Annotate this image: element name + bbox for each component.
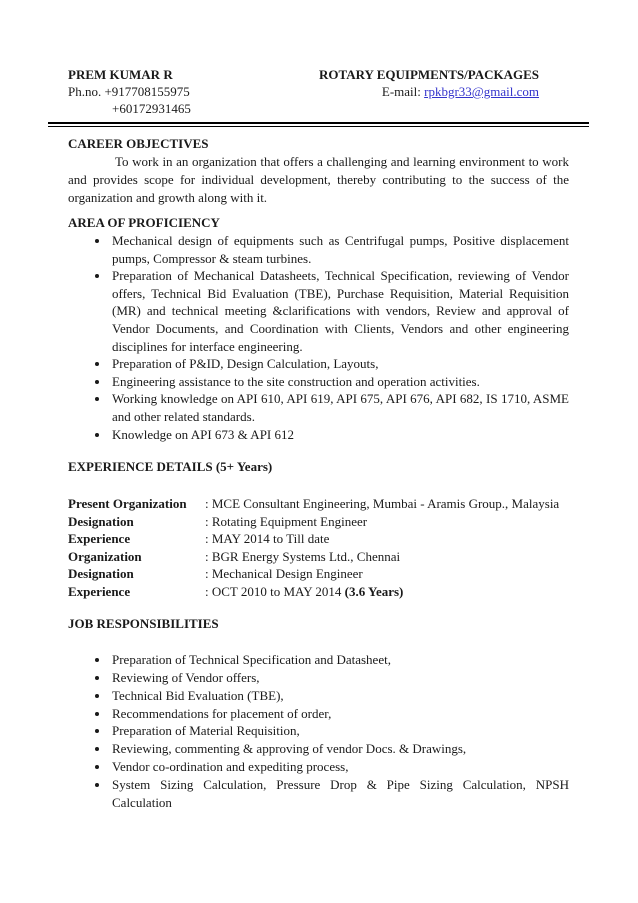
job-responsibility-item: • Preparation of Technical Specification and Datasheet, [110, 651, 569, 669]
experience-row [68, 565, 569, 583]
proficiency-item: • Engineering assistance to the site construction and operation activities. [110, 373, 569, 391]
experience-row-label: Present Organization [68, 496, 187, 512]
email-link[interactable]: rpkbgr33@gmail.com [424, 84, 539, 99]
experience-row-label: Experience [68, 583, 131, 599]
experience-row [68, 583, 569, 601]
email-line [319, 83, 539, 100]
experience-row-value: : BGR Energy Systems Ltd., Chennai [205, 548, 401, 564]
experience-duration-bold: (3.6 Years) [344, 583, 404, 599]
job-responsibilities-list [68, 651, 569, 811]
resume-header [68, 66, 569, 117]
proficiency-item: • Preparation of Mechanical Datasheets, Technical Specification, reviewing of Vendor offers, Technical Bid Evaluation (TBE), Purchase Requisition, Material Requisition (MR) and technical meeting &clarifications with vendors, Review and approval of Vendor Documents, and Coordination with Clients, Vendors and other engineering disciplines for interface engineering. [110, 267, 569, 355]
phone-line-1: Ph.no. +917708155975 [68, 84, 190, 99]
experience-row-value: : MAY 2014 to Till date [205, 531, 330, 547]
job-responsibility-item: • Preparation of Material Requisition, [110, 722, 569, 740]
experience-row-value: : Mechanical Design Engineer [205, 566, 363, 582]
experience-row-label: Experience [68, 531, 131, 547]
proficiency-item: • Mechanical design of equipments such as Centrifugal pumps, Positive displacement pumps, Compressor & steam turbines. [110, 232, 569, 267]
candidate-name: PREM KUMAR R [68, 67, 173, 82]
experience-row [68, 530, 569, 548]
job-responsibility-item: • Reviewing of Vendor offers, [110, 669, 569, 687]
candidate-role-title: ROTARY EQUIPMENTS/PACKAGES [319, 67, 539, 82]
section-heading-job-responsibilities: JOB RESPONSIBILITIES [68, 616, 219, 632]
section-heading-area-of-proficiency: AREA OF PROFICIENCY [68, 215, 220, 230]
experience-row-value: : Rotating Equipment Engineer [205, 513, 368, 529]
experience-row-label: Designation [68, 566, 134, 582]
header-title-block [319, 66, 569, 117]
experience-rows [68, 495, 569, 600]
job-responsibility-item: • Vendor co-ordination and expediting process, [110, 758, 569, 776]
experience-row-label: Organization [68, 548, 142, 564]
experience-row-value [205, 583, 569, 601]
job-responsibility-item: • System Sizing Calculation, Pressure Drop & Pipe Sizing Calculation, NPSH Calculation [110, 776, 569, 812]
section-heading-experience-details: EXPERIENCE DETAILS (5+ Years) [68, 459, 273, 475]
experience-row-label: Designation [68, 513, 134, 529]
header-contact-block [68, 66, 191, 117]
job-responsibility-item: • Recommendations for placement of order, [110, 705, 569, 723]
experience-row [68, 513, 569, 531]
job-responsibility-item: • Technical Bid Evaluation (TBE), [110, 687, 569, 705]
career-objectives-paragraph: To work in an organization that offers a challenging and learning environment to work and provides scope for individual development, thereby contributing to the success of the organization and growth along with it. [68, 154, 569, 205]
proficiency-item: • Working knowledge on API 610, API 619, API 675, API 676, API 682, IS 1710, ASME and other related standards. [110, 390, 569, 425]
experience-row [68, 495, 569, 513]
proficiency-item: • Knowledge on API 673 & API 612 [110, 426, 569, 444]
phone-line-2: +60172931465 [112, 101, 191, 116]
proficiency-item: • Preparation of P&ID, Design Calculation, Layouts, [110, 355, 569, 373]
section-heading-career-objectives: CAREER OBJECTIVES [68, 136, 209, 151]
job-responsibility-item: • Reviewing, commenting & approving of vendor Docs. & Drawings, [110, 740, 569, 758]
proficiency-list [68, 232, 569, 443]
experience-row-value: : MCE Consultant Engineering, Mumbai - Aramis Group., Malaysia [205, 496, 560, 512]
experience-row-value-text: : OCT 2010 to MAY 2014 [205, 583, 345, 599]
email-label: E-mail: [381, 84, 425, 99]
experience-row [68, 548, 569, 566]
header-divider-rule [48, 122, 589, 127]
